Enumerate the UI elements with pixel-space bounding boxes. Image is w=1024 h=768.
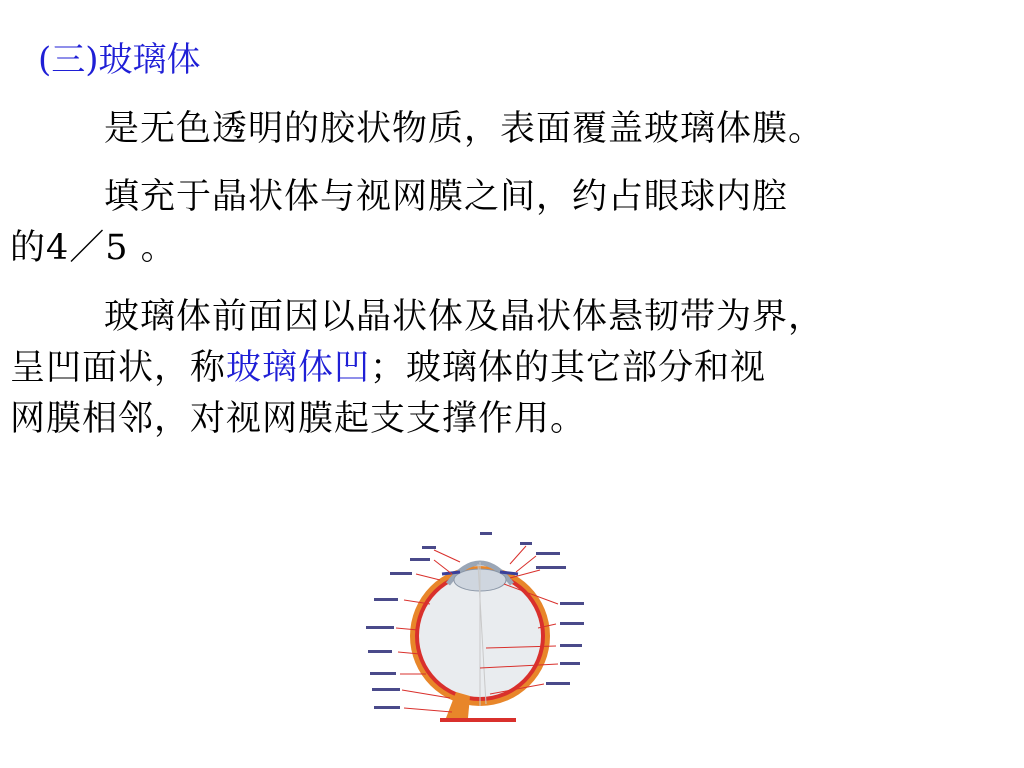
paragraph-2-line-1-text: 填充于晶状体与视网膜之间，约占眼球内腔 bbox=[104, 177, 789, 217]
paragraph-2-line-2: 的4／5 。 bbox=[10, 228, 177, 268]
paragraph-3-line-3: 网膜相邻，对视网膜起支支撑作用。 bbox=[10, 399, 587, 439]
paragraph-3 bbox=[10, 292, 1020, 445]
section-heading: (三)玻璃体 bbox=[38, 40, 201, 80]
paragraph-3-line-2 bbox=[10, 343, 1020, 394]
vitreous-fossa-term: 玻璃体凹 bbox=[226, 348, 371, 388]
paragraph-2 bbox=[10, 172, 1020, 274]
iris-right bbox=[500, 572, 518, 574]
paragraph-3-line-2-after: ；玻璃体的其它部分和视 bbox=[370, 348, 767, 388]
eyeball-diagram bbox=[360, 522, 600, 730]
paragraph-3-line-2-before: 呈凹面状，称 bbox=[10, 348, 227, 388]
eyeball-cross-section-figure bbox=[360, 522, 600, 730]
paragraph-3-line-1-text: 玻璃体前面因以晶状体及晶状体悬韧带为界， bbox=[104, 297, 825, 337]
paragraph-1 bbox=[10, 104, 1020, 155]
paragraph-3-line-1 bbox=[10, 292, 1020, 343]
paragraph-2-line-1 bbox=[10, 172, 1020, 223]
figure-caption-mark bbox=[440, 718, 516, 722]
paragraph-1-text: 是无色透明的胶状物质，表面覆盖玻璃体膜。 bbox=[104, 109, 825, 149]
